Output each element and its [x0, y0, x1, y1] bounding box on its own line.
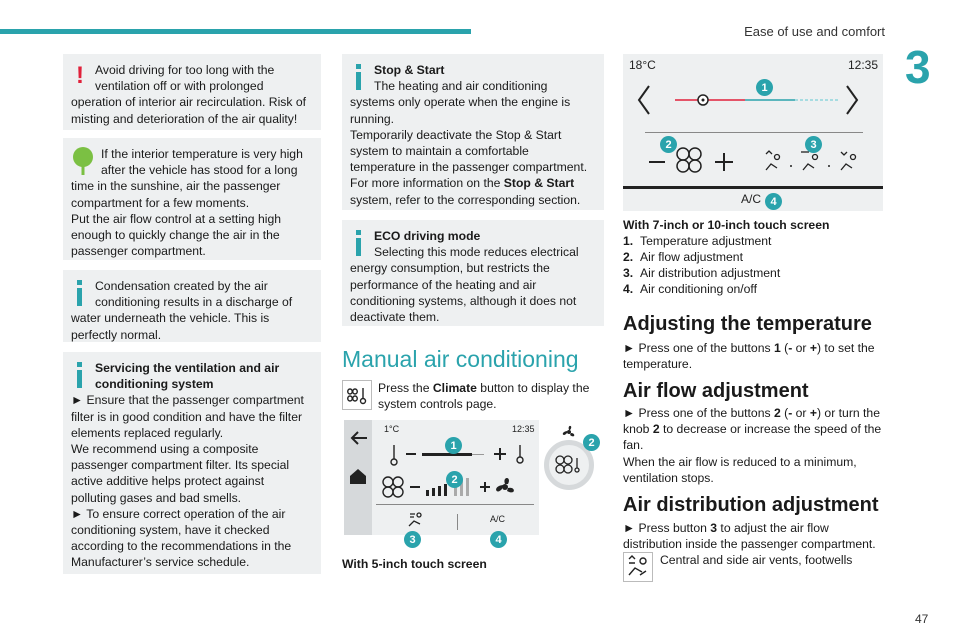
- thermometer-icon: [517, 445, 523, 463]
- badge-2: 2: [583, 434, 600, 451]
- tip-icon: [71, 146, 95, 176]
- fan-icon: [554, 454, 584, 476]
- five-inch-caption: With 5-inch touch screen: [342, 557, 487, 571]
- badge-2: 2: [660, 136, 677, 153]
- legend-item: 4. Air conditioning on/off: [623, 282, 757, 296]
- badge-4: 4: [765, 193, 782, 210]
- info-icon: [71, 360, 89, 390]
- condensation-info-box: [63, 270, 321, 342]
- stop-start-title: Stop & Start: [374, 63, 445, 77]
- fan-level-bars: [426, 484, 447, 496]
- screen-status: 1°C: [384, 424, 400, 434]
- screen-bottom-bar: [623, 186, 883, 189]
- temperature-instructions: ► Press one of the buttons 1 (- or +) to set the temperature.: [623, 341, 875, 372]
- home-icon: [348, 466, 368, 486]
- ac-button: A/C: [490, 514, 506, 524]
- air-distribution-section-title: Air distribution adjustment: [623, 494, 879, 516]
- fan-icon: [383, 477, 403, 497]
- back-arrow-icon: [347, 428, 371, 448]
- temp-level-bar: [422, 453, 472, 456]
- screen-sidebar: [344, 420, 372, 535]
- temperature-slider: [635, 80, 875, 120]
- warning-icon: !: [76, 62, 84, 89]
- stop-start-info-box: [342, 54, 604, 210]
- ac-button: A/C: [741, 192, 762, 206]
- badge-4: 4: [490, 531, 507, 548]
- info-icon: [71, 278, 89, 308]
- stop-start-line-3: For more information on the Stop & Start system, refer to the corresponding section.: [350, 176, 581, 207]
- tip-text-1: If the interior temperature is very high after the vehicle has stood for a long time in the sunshine, air the passenger compartment for a few moments.: [71, 147, 303, 210]
- screen-time: 12:35: [512, 424, 535, 434]
- stop-start-line-1: The heating and air conditioning systems only operate when the engine is running.: [350, 79, 571, 126]
- legend-item: 2. Air flow adjustment: [623, 250, 743, 264]
- manual-ac-title: Manual air conditioning: [342, 346, 579, 372]
- screen-divider: [376, 504, 534, 505]
- screen-divider: [645, 132, 863, 133]
- vents-description: Central and side air vents, footwells: [660, 553, 853, 567]
- warning-box: [63, 54, 321, 130]
- page-number: 47: [915, 612, 929, 626]
- screen-time: 12:35: [848, 58, 879, 72]
- thermometer-icon: [391, 445, 397, 465]
- air-flow-note: When the air flow is reduced to a minimum, ventilation stops.: [623, 455, 857, 486]
- eco-title: ECO driving mode: [374, 229, 481, 243]
- air-distribution-icon: [406, 510, 426, 530]
- stop-start-line-2: Temporarily deactivate the Stop & Start system to maintain a comfortable temperature in the passenger compartment.: [350, 127, 588, 175]
- seven-inch-caption: With 7-inch or 10-inch touch screen: [623, 218, 830, 232]
- climate-button-icon: [342, 380, 372, 410]
- header-accent-bar: [0, 29, 471, 34]
- five-inch-screen: [344, 420, 539, 535]
- seven-inch-screen: [623, 54, 883, 211]
- climate-press-text: Press the Climate button to display the system controls page.: [378, 381, 590, 412]
- fan-icon: [561, 424, 577, 440]
- screen-separator: [457, 514, 458, 530]
- condensation-text: Condensation created by the air conditioning results in a discharge of water underneath the vehicle. This is perfectly normal.: [71, 279, 293, 342]
- tip-box: [63, 138, 321, 260]
- tip-text-2: Put the air flow control at a setting high enough to quickly change the air in the passenger compartment.: [71, 211, 282, 259]
- air-distribution-icon: [801, 152, 818, 170]
- badge-1: 1: [756, 79, 773, 96]
- header-title: Ease of use and comfort: [744, 24, 885, 39]
- servicing-title: Servicing the ventilation and air conditioning system: [95, 361, 280, 392]
- warning-text: Avoid driving for too long with the ventilation off or with prolonged operation of interior air recirculation. Risk of misting and deterioration of the air quality!: [71, 63, 307, 126]
- chapter-number: 3: [905, 41, 931, 93]
- air-distribution-icon: [841, 152, 856, 170]
- servicing-line-3: ► To ensure correct operation of the air conditioning system, have it checked according to the recommendations in the Manufacturer’s service schedule.: [71, 506, 292, 570]
- fan-icon: [496, 478, 514, 492]
- legend-item: 3. Air distribution adjustment: [623, 266, 781, 280]
- air-flow-instructions: ► Press one of the buttons 2 (- or +) or turn the knob 2 to decrease or increase the speed of the fan.: [623, 406, 882, 453]
- badge-2: 2: [446, 471, 463, 488]
- servicing-line-2: We recommend using a composite passenger compartment filter. Its special active additive helps protect against polluting gases and bad smells.: [71, 442, 290, 505]
- air-distribution-icon: [766, 151, 780, 170]
- air-distribution-instructions: ► Press button 3 to adjust the air flow distribution inside the passenger compartment.: [623, 521, 876, 552]
- servicing-info-box: [63, 352, 321, 574]
- temperature-section-title: Adjusting the temperature: [623, 313, 872, 335]
- badge-3: 3: [404, 531, 421, 548]
- info-icon: [350, 62, 368, 92]
- air-distribution-icon: [623, 552, 653, 582]
- eco-info-box: [342, 220, 604, 326]
- badge-1: 1: [445, 437, 462, 454]
- temp-plus-button: [494, 448, 506, 460]
- servicing-line-1: ► Ensure that the passenger compartment filter is in good condition and have the filter elements replaced regularly.: [71, 393, 304, 440]
- eco-text: Selecting this mode reduces electrical energy consumption, but restricts the performance of the heating and air conditioning systems, although it does not deactivate them.: [350, 245, 579, 325]
- legend-item: 1. Temperature adjustment: [623, 234, 772, 248]
- badge-3: 3: [805, 136, 822, 153]
- fan-icon: [677, 148, 701, 172]
- info-icon: [350, 228, 368, 258]
- screen-temperature: 18°C: [629, 58, 656, 72]
- fan-plus-button: [480, 482, 490, 492]
- air-flow-section-title: Air flow adjustment: [623, 380, 809, 402]
- fan-plus-button: [715, 153, 733, 171]
